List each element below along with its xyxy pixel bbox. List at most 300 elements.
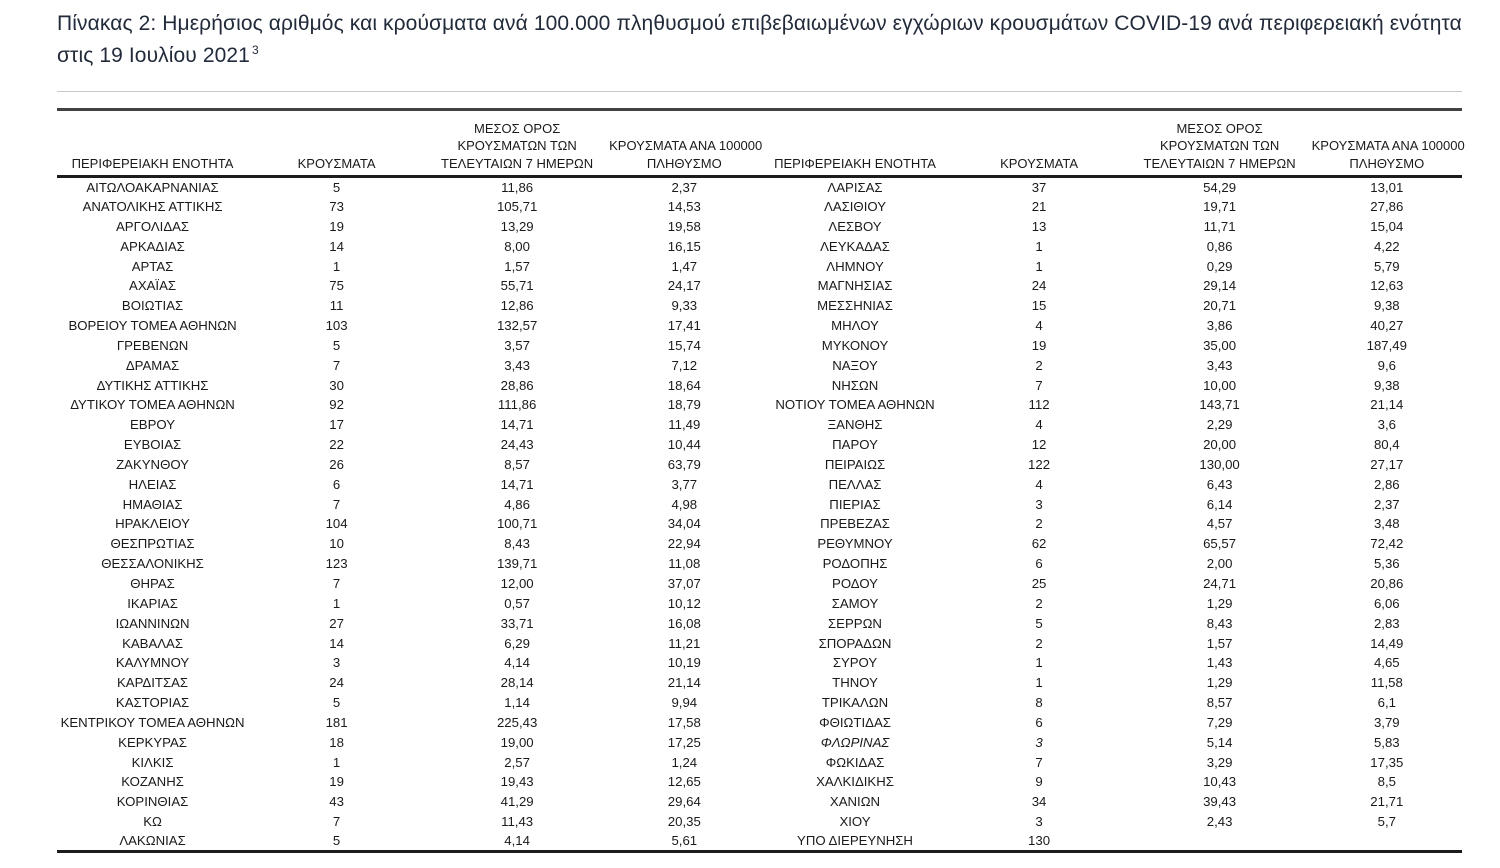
per100k-cell: 7,12 <box>671 357 698 373</box>
per100k-cell: 20,86 <box>1370 576 1404 591</box>
avg7-cell: 6,43 <box>1206 476 1233 492</box>
region-name-cell: ΠΑΡΟΥ <box>832 437 878 453</box>
cases-cell: 3 <box>332 655 341 671</box>
per100k-cell: 4,22 <box>1373 238 1400 254</box>
table-row <box>57 474 1462 494</box>
cases-cell: 10 <box>329 536 344 552</box>
table-row <box>57 336 1462 356</box>
per100k-cell: 4,65 <box>1373 655 1400 671</box>
table-row <box>57 832 1462 852</box>
region-name-cell: ΚΑΛΥΜΝΟΥ <box>115 655 190 671</box>
region-name-cell: ΓΡΕΒΕΝΩΝ <box>116 337 189 353</box>
region-name-cell: ΜΗΛΟΥ <box>831 318 879 334</box>
avg7-cell: 8,43 <box>1206 615 1233 631</box>
cases-cell: 18 <box>329 734 344 750</box>
region-name-cell: ΙΚΑΡΙΑΣ <box>127 595 178 611</box>
per100k-cell: 10,44 <box>667 437 701 453</box>
cases-cell: 4 <box>1035 476 1043 492</box>
header-per100k-left: ΚΡΟΥΣΜΑΤΑ ΑΝΑ 100000 ΠΛΗΘΥΣΜΟ <box>609 111 759 177</box>
table-row <box>57 792 1462 812</box>
cases-cell: 130 <box>951 832 1128 852</box>
region-name-cell: ΛΑΚΩΝΙΑΣ <box>57 832 248 852</box>
per100k-cell: 11,08 <box>668 556 701 572</box>
table-row <box>57 217 1462 237</box>
avg7-cell: 3,43 <box>1206 357 1233 373</box>
region-name-cell: ΗΜΑΘΙΑΣ <box>122 496 183 512</box>
avg7-cell: 1,29 <box>1206 595 1233 611</box>
cases-cell: 1 <box>1035 258 1043 274</box>
cases-cell: 25 <box>1031 576 1047 591</box>
avg7-cell: 1,57 <box>504 258 530 274</box>
per100k-cell: 17,25 <box>667 734 701 750</box>
cases-cell: 7 <box>332 576 341 591</box>
region-name-cell: ΣΥΡΟΥ <box>832 655 878 671</box>
per100k-cell: 2,37 <box>671 179 698 195</box>
table-row <box>57 713 1462 733</box>
per100k-cell: 16,15 <box>667 238 701 254</box>
region-name-cell: ΘΕΣΣΑΛΟΝΙΚΗΣ <box>101 556 204 572</box>
region-name-cell: ΥΠΟ ΔΙΕΡΕΥΝΗΣΗ <box>759 832 950 852</box>
table-row <box>57 772 1462 792</box>
avg7-cell: 29,14 <box>1203 278 1237 294</box>
table-body <box>57 177 1462 852</box>
table-row <box>57 732 1462 752</box>
header-region-right: ΠΕΡΙΦΕΡΕΙΑΚΗ ΕΝΟΤΗΤΑ <box>759 111 950 177</box>
per100k-cell: 5,83 <box>1373 734 1400 750</box>
header-avg7-right: ΜΕΣΟΣ ΟΡΟΣ ΚΡΟΥΣΜΑΤΩΝ ΤΩΝ ΤΕΛΕΥΤΑΙΩΝ 7 ΗΜΕΡΩΝ <box>1128 111 1312 177</box>
per100k-cell: 17,41 <box>667 318 701 334</box>
avg7-cell: 28,86 <box>500 377 534 393</box>
cases-cell: 104 <box>325 516 348 532</box>
region-name-cell: ΚΑΣΤΟΡΙΑΣ <box>115 695 190 711</box>
per100k-cell: 10,19 <box>667 655 701 671</box>
table-row <box>57 197 1462 217</box>
table-row <box>57 256 1462 276</box>
header-cases-left: ΚΡΟΥΣΜΑΤΑ <box>248 111 425 177</box>
table-row <box>57 673 1462 693</box>
table-row <box>57 296 1462 316</box>
cases-cell: 7 <box>332 496 341 512</box>
avg7-cell: 35,00 <box>1203 337 1237 353</box>
region-name-cell: ΛΕΥΚΑΔΑΣ <box>820 238 890 254</box>
cases-cell: 4 <box>1035 318 1043 334</box>
per100k-cell: 6,06 <box>1373 595 1400 611</box>
table-row <box>57 554 1462 574</box>
avg7-cell: 10,43 <box>1203 774 1237 790</box>
table-row <box>57 435 1462 455</box>
region-name-cell: ΑΡΤΑΣ <box>131 258 174 274</box>
cases-cell: 34 <box>1031 794 1047 810</box>
region-name-cell: ΛΕΣΒΟΥ <box>828 218 882 234</box>
per100k-cell: 5,61 <box>609 832 759 852</box>
per100k-cell: 12,65 <box>667 774 701 790</box>
avg7-cell: 39,43 <box>1203 794 1237 810</box>
avg7-cell: 55,71 <box>500 278 534 294</box>
avg7-cell: 19,71 <box>1203 198 1237 214</box>
region-name-cell: ΚΑΡΔΙΤΣΑΣ <box>117 675 189 691</box>
region-name-cell: ΗΛΕΙΑΣ <box>128 476 177 492</box>
cases-cell: 7 <box>1035 377 1043 393</box>
per100k-cell: 12,63 <box>1370 278 1404 294</box>
cases-cell: 2 <box>1035 357 1043 373</box>
cases-cell: 7 <box>332 357 341 373</box>
avg7-cell: 3,57 <box>504 337 530 353</box>
per100k-cell: 29,64 <box>667 794 701 810</box>
per100k-cell: 6,1 <box>1377 695 1396 711</box>
region-name-cell: ΡΟΔΟΥ <box>832 576 878 591</box>
region-name-cell: ΜΥΚΟΝΟΥ <box>821 337 889 353</box>
avg7-cell: 2,29 <box>1206 417 1233 433</box>
cases-cell: 1 <box>332 258 341 274</box>
avg7-cell: 11,86 <box>501 179 534 195</box>
cases-cell: 27 <box>329 615 344 631</box>
per100k-cell: 3,79 <box>1373 714 1400 730</box>
cases-cell: 21 <box>1031 198 1047 214</box>
table-row <box>57 494 1462 514</box>
cases-cell: 6 <box>1035 556 1043 572</box>
header-per100k-right: ΚΡΟΥΣΜΑΤΑ ΑΝΑ 100000 ΠΛΗΘΥΣΜΟ <box>1312 111 1462 177</box>
cases-cell: 73 <box>329 198 344 214</box>
table-row <box>57 514 1462 534</box>
cases-cell: 5 <box>1035 615 1043 631</box>
region-name-cell: ΡΕΘΥΜΝΟΥ <box>817 536 893 552</box>
per100k-cell: 9,94 <box>671 695 698 711</box>
cases-cell: 13 <box>1031 218 1047 234</box>
header-region-left: ΠΕΡΙΦΕΡΕΙΑΚΗ ΕΝΟΤΗΤΑ <box>57 111 248 177</box>
per100k-cell: 11,21 <box>668 635 701 651</box>
cases-cell: 5 <box>248 832 425 852</box>
table-row <box>57 613 1462 633</box>
region-name-cell: ΤΡΙΚΑΛΩΝ <box>821 695 889 711</box>
cases-cell: 1 <box>1035 238 1043 254</box>
cases-cell: 3 <box>1035 496 1043 512</box>
cases-cell: 1 <box>332 754 341 770</box>
cases-cell: 24 <box>1031 278 1047 294</box>
per100k-cell: 19,58 <box>667 218 701 234</box>
cases-cell: 3 <box>1035 814 1043 830</box>
cases-cell: 5 <box>332 695 341 711</box>
avg7-cell: 13,29 <box>500 218 534 234</box>
region-name-cell: ΡΟΔΟΠΗΣ <box>822 556 888 572</box>
avg7-cell: 6,29 <box>504 635 530 651</box>
region-name-cell: ΘΗΡΑΣ <box>130 576 175 591</box>
table-row <box>57 574 1462 594</box>
cases-cell: 37 <box>1031 179 1047 195</box>
avg7-cell: 65,57 <box>1203 536 1237 552</box>
region-name-cell: ΜΑΓΝΗΣΙΑΣ <box>817 278 893 294</box>
cases-cell: 3 <box>1035 734 1043 750</box>
region-name-cell: ΚΟΡΙΝΘΙΑΣ <box>116 794 189 810</box>
avg7-cell: 3,29 <box>1206 754 1233 770</box>
table-row <box>57 812 1462 832</box>
avg7-cell: 143,71 <box>1199 397 1240 413</box>
per100k-cell: 2,37 <box>1373 496 1400 512</box>
region-name-cell: ΚΙΛΚΙΣ <box>131 754 174 770</box>
table-row <box>57 415 1462 435</box>
avg7-cell: 100,71 <box>496 516 538 532</box>
cases-cell: 22 <box>329 437 344 453</box>
cases-cell: 6 <box>332 476 341 492</box>
per100k-cell: 13,01 <box>1370 179 1404 195</box>
cases-cell: 14 <box>329 238 344 254</box>
table-row <box>57 653 1462 673</box>
region-name-cell: ΝΑΞΟΥ <box>832 357 878 373</box>
region-name-cell: ΑΡΚΑΔΙΑΣ <box>120 238 185 254</box>
avg7-cell: 7,29 <box>1206 714 1233 730</box>
region-name-cell: ΔΥΤΙΚΟΥ ΤΟΜΕΑ ΑΘΗΝΩΝ <box>70 397 235 413</box>
footnote-reference: 3 <box>251 42 259 57</box>
cases-cell: 11 <box>329 298 344 314</box>
per100k-cell: 1,47 <box>671 258 698 274</box>
region-name-cell: ΚΩ <box>143 814 162 830</box>
per100k-cell: 80,4 <box>1373 437 1400 453</box>
per100k-cell: 18,79 <box>667 397 701 413</box>
per100k-cell: 3,6 <box>1377 417 1396 433</box>
avg7-cell: 4,57 <box>1206 516 1233 532</box>
region-name-cell: ΖΑΚΥΝΘΟΥ <box>116 456 189 472</box>
per100k-cell: 17,58 <box>667 714 701 730</box>
table-row <box>57 693 1462 713</box>
per100k-cell: 187,49 <box>1366 337 1407 353</box>
avg7-cell: 20,00 <box>1203 437 1237 453</box>
per100k-cell: 72,42 <box>1370 536 1404 552</box>
per100k-cell: 3,77 <box>671 476 698 492</box>
avg7-cell: 4,86 <box>504 496 530 512</box>
per100k-cell: 2,86 <box>1373 476 1400 492</box>
per100k-cell: 5,79 <box>1373 258 1400 274</box>
avg7-cell: 11,71 <box>1203 218 1236 234</box>
cases-cell: 24 <box>329 675 344 691</box>
region-name-cell: ΕΥΒΟΙΑΣ <box>123 437 182 453</box>
cases-cell: 1 <box>332 595 341 611</box>
cases-cell: 7 <box>332 814 341 830</box>
cases-cell: 15 <box>1031 298 1047 314</box>
region-name-cell: ΣΠΟΡΑΔΩΝ <box>818 635 892 651</box>
header-cases-right: ΚΡΟΥΣΜΑΤΑ <box>951 111 1128 177</box>
cases-cell: 1 <box>1035 675 1043 691</box>
cases-cell: 112 <box>1028 397 1050 413</box>
region-name-cell: ΦΩΚΙΔΑΣ <box>825 754 885 770</box>
region-name-cell: ΔΥΤΙΚΗΣ ΑΤΤΙΚΗΣ <box>96 377 209 393</box>
avg7-cell: 8,00 <box>504 238 530 254</box>
per100k-cell: 40,27 <box>1370 318 1404 334</box>
per100k-cell: 10,12 <box>667 595 701 611</box>
region-name-cell: ΝΟΤΙΟΥ ΤΟΜΕΑ ΑΘΗΝΩΝ <box>775 397 935 413</box>
avg7-cell: 0,57 <box>504 595 530 611</box>
avg7-cell: 139,71 <box>496 556 538 572</box>
cases-cell: 19 <box>329 774 344 790</box>
avg7-cell: 1,14 <box>504 695 530 711</box>
region-name-cell: ΦΛΩΡΙΝΑΣ <box>820 734 890 750</box>
per100k-cell: 27,86 <box>1370 198 1404 214</box>
avg7-cell: 19,43 <box>500 774 534 790</box>
per100k-cell: 9,38 <box>1373 377 1400 393</box>
region-name-cell: ΠΡΕΒΕΖΑΣ <box>820 516 890 532</box>
per100k-cell: 3,48 <box>1373 516 1400 532</box>
avg7-cell: 24,71 <box>1203 576 1237 591</box>
cases-cell: 92 <box>329 397 344 413</box>
region-name-cell: ΙΩΑΝΝΙΝΩΝ <box>115 615 190 631</box>
region-name-cell: ΚΑΒΑΛΑΣ <box>122 635 184 651</box>
cases-cell: 2 <box>1035 635 1043 651</box>
region-name-cell: ΧΑΝΙΩΝ <box>829 794 881 810</box>
per100k-cell: 4,98 <box>671 496 698 512</box>
avg7-cell: 54,29 <box>1203 179 1237 195</box>
avg7-cell: 24,43 <box>500 437 534 453</box>
cases-cell: 1 <box>1035 655 1043 671</box>
per100k-cell <box>1312 832 1462 852</box>
region-name-cell: ΣΑΜΟΥ <box>831 595 879 611</box>
region-name-cell: ΠΕΛΛΑΣ <box>828 476 882 492</box>
avg7-cell: 11,43 <box>501 814 534 830</box>
cases-cell: 4 <box>1035 417 1043 433</box>
avg7-cell: 1,57 <box>1206 635 1233 651</box>
region-name-cell: ΑΧΑΪΑΣ <box>129 278 177 294</box>
region-name-cell: ΠΕΙΡΑΙΩΣ <box>824 456 886 472</box>
region-name-cell: ΑΙΤΩΛΟΑΚΑΡΝΑΝΙΑΣ <box>86 179 219 195</box>
per100k-cell: 15,74 <box>667 337 701 353</box>
avg7-cell <box>1128 832 1312 852</box>
table-row <box>57 375 1462 395</box>
table-row <box>57 355 1462 375</box>
region-name-cell: ΚΟΖΑΝΗΣ <box>121 774 184 790</box>
cases-cell: 12 <box>1031 437 1047 453</box>
avg7-cell: 4,14 <box>504 655 530 671</box>
per100k-cell: 2,83 <box>1373 615 1400 631</box>
per100k-cell: 22,94 <box>667 536 701 552</box>
avg7-cell: 12,86 <box>500 298 534 314</box>
table-row <box>57 276 1462 296</box>
region-name-cell: ΚΕΡΚΥΡΑΣ <box>118 734 187 750</box>
divider-thin <box>57 91 1462 92</box>
avg7-cell: 225,43 <box>496 714 538 730</box>
cases-cell: 26 <box>329 456 344 472</box>
region-name-cell: ΛΑΣΙΘΙΟΥ <box>824 198 886 214</box>
region-name-cell: ΧΙΟΥ <box>839 814 871 830</box>
cases-cell: 103 <box>325 318 348 334</box>
avg7-cell: 5,14 <box>1206 734 1233 750</box>
region-name-cell: ΤΗΝΟΥ <box>832 675 878 691</box>
avg7-cell: 2,57 <box>504 754 530 770</box>
avg7-cell: 20,71 <box>1203 298 1237 314</box>
table-row <box>57 594 1462 614</box>
per100k-cell: 9,6 <box>1377 357 1396 373</box>
region-name-cell: ΣΕΡΡΩΝ <box>828 615 882 631</box>
avg7-cell: 105,71 <box>496 198 538 214</box>
region-name-cell: ΒΟΡΕΙΟΥ ΤΟΜΕΑ ΑΘΗΝΩΝ <box>68 318 237 334</box>
cases-cell: 8 <box>1035 695 1043 711</box>
table-header <box>57 111 1465 177</box>
avg7-cell: 19,00 <box>500 734 534 750</box>
cases-cell: 19 <box>329 218 344 234</box>
avg7-cell: 1,43 <box>1206 655 1233 671</box>
avg7-cell: 130,00 <box>1199 456 1240 472</box>
table-row <box>57 752 1462 772</box>
per100k-cell: 34,04 <box>667 516 701 532</box>
table-row <box>57 633 1462 653</box>
avg7-cell: 132,57 <box>496 318 538 334</box>
avg7-cell: 0,86 <box>1206 238 1233 254</box>
cases-cell: 181 <box>325 714 348 730</box>
avg7-cell: 33,71 <box>500 615 534 631</box>
cases-cell: 43 <box>329 794 344 810</box>
per100k-cell: 17,35 <box>1370 754 1404 770</box>
per100k-cell: 1,24 <box>671 754 698 770</box>
per100k-cell: 20,35 <box>667 814 701 830</box>
avg7-cell: 8,43 <box>504 536 530 552</box>
cases-cell: 75 <box>329 278 344 294</box>
region-name-cell: ΚΕΝΤΡΙΚΟΥ ΤΟΜΕΑ ΑΘΗΝΩΝ <box>60 714 245 730</box>
cases-cell: 19 <box>1031 337 1047 353</box>
cases-cell: 5 <box>332 179 341 195</box>
region-name-cell: ΔΡΑΜΑΣ <box>125 357 180 373</box>
per100k-cell: 21,14 <box>1370 397 1404 413</box>
avg7-cell: 1,29 <box>1206 675 1233 691</box>
per100k-cell: 9,38 <box>1373 298 1400 314</box>
cases-cell: 9 <box>1035 774 1043 790</box>
region-name-cell: ΑΝΑΤΟΛΙΚΗΣ ΑΤΤΙΚΗΣ <box>82 198 223 214</box>
table-header-row <box>57 111 1462 177</box>
avg7-cell: 2,43 <box>1206 814 1233 830</box>
table-row <box>57 236 1462 256</box>
per100k-cell: 21,14 <box>667 675 701 691</box>
region-name-cell: ΜΕΣΣΗΝΙΑΣ <box>817 298 893 314</box>
region-name-cell: ΑΡΓΟΛΙΔΑΣ <box>115 218 190 234</box>
cases-cell: 122 <box>1028 456 1051 472</box>
avg7-cell: 14,71 <box>500 417 534 433</box>
per100k-cell: 5,36 <box>1373 556 1400 572</box>
avg7-cell: 28,14 <box>500 675 534 691</box>
avg7-cell: 10,00 <box>1203 377 1237 393</box>
per100k-cell: 27,17 <box>1370 456 1404 472</box>
table-row <box>57 316 1462 336</box>
cases-cell: 30 <box>329 377 344 393</box>
per100k-cell: 11,58 <box>1370 675 1403 691</box>
cases-cell: 2 <box>1035 516 1043 532</box>
avg7-cell: 3,43 <box>504 357 530 373</box>
per100k-cell: 8,5 <box>1377 774 1396 790</box>
region-name-cell: ΗΡΑΚΛΕΙΟΥ <box>115 516 190 532</box>
region-name-cell: ΧΑΛΚΙΔΙΚΗΣ <box>816 774 894 790</box>
cases-cell: 5 <box>332 337 341 353</box>
avg7-cell: 111,86 <box>497 397 537 413</box>
table-row <box>57 455 1462 475</box>
region-name-cell: ΞΑΝΘΗΣ <box>827 417 883 433</box>
cases-cell: 2 <box>1035 595 1043 611</box>
avg7-cell: 0,29 <box>1206 258 1233 274</box>
cases-cell: 7 <box>1035 754 1043 770</box>
region-name-cell: ΕΒΡΟΥ <box>130 417 176 433</box>
region-name-cell: ΛΑΡΙΣΑΣ <box>827 179 883 195</box>
per100k-cell: 18,64 <box>667 377 701 393</box>
table-row <box>57 177 1462 197</box>
region-name-cell: ΦΘΙΩΤΙΔΑΣ <box>819 714 891 730</box>
per100k-cell: 5,7 <box>1377 814 1396 830</box>
cases-cell: 6 <box>1035 714 1043 730</box>
page-title <box>57 8 1462 72</box>
per100k-cell: 14,49 <box>1370 635 1404 651</box>
per100k-cell: 37,07 <box>667 576 701 591</box>
covid-regional-table <box>57 111 1465 853</box>
avg7-cell: 3,86 <box>1206 318 1233 334</box>
cases-cell: 17 <box>329 417 344 433</box>
page-title-text: Πίνακας 2: Ημερήσιος αριθμός και κρούσματα ανά 100.000 πληθυσμού επιβεβαιωμένων εγχώριων κρουσμάτων COVID-19 ανά περιφερειακή ενότητα στις 19 Ιουλίου 2021 <box>57 12 1462 67</box>
avg7-cell: 12,00 <box>500 576 534 591</box>
per100k-cell: 21,71 <box>1370 794 1404 810</box>
avg7-cell: 41,29 <box>500 794 534 810</box>
table-row <box>57 534 1462 554</box>
region-name-cell: ΛΗΜΝΟΥ <box>826 258 884 274</box>
